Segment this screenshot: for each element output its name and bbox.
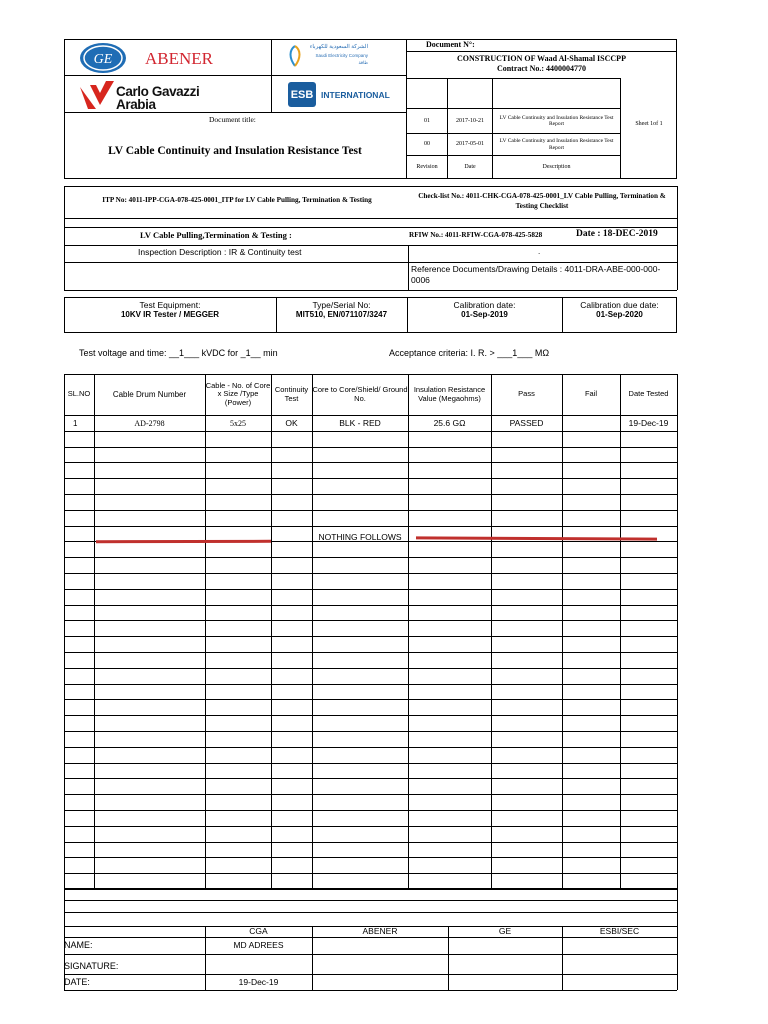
sec-logo-arabic: الشركة السعودية للكهرباء xyxy=(309,44,368,50)
table-row-line xyxy=(64,778,677,779)
table-row-line xyxy=(64,526,677,527)
rev-header-description: Description xyxy=(542,164,571,171)
calibration-label: Calibration date: xyxy=(453,300,516,310)
row-1-slno: 1 xyxy=(73,419,78,429)
equipment-value: 10KV IR Tester / MEGGER xyxy=(120,310,220,319)
sig-org-esbi-sec: ESBI/SEC xyxy=(599,925,640,936)
table-row-line xyxy=(64,652,677,653)
sec-logo-icon xyxy=(284,44,306,68)
table-row-line xyxy=(64,620,677,621)
band-right-border xyxy=(677,888,678,990)
strike-line-right xyxy=(416,536,657,540)
table-row-line xyxy=(64,510,677,511)
table-row-line xyxy=(64,857,677,858)
row-1-core: BLK - RED xyxy=(339,418,381,429)
serial-label: Type/Serial No: xyxy=(312,300,371,310)
itp-reference: ITP No: 4011-IPP-CGA-078-425-0001_ITP for LV Cable Pulling, Termination & Testing xyxy=(102,196,372,204)
sig-date-label: DATE: xyxy=(64,977,90,988)
document-title-label: Document title: xyxy=(209,115,256,124)
table-row-line xyxy=(64,810,677,811)
row-1-pass: PASSED xyxy=(509,418,544,429)
table-row-line xyxy=(64,715,677,716)
nothing-follows: NOTHING FOLLOWS xyxy=(318,532,402,543)
rev-header-revision: Revision xyxy=(416,164,438,171)
col-header-continuity: Continuity Test xyxy=(274,384,309,403)
table-column-line xyxy=(408,374,409,888)
sheet-number: Sheet 1of 1 xyxy=(635,120,663,127)
col-header-slno: SL.NO xyxy=(67,389,91,399)
inspection-description: Inspection Description : IR & Continuity test xyxy=(138,247,302,257)
esb-logo-text: INTERNATIONAL xyxy=(321,90,390,100)
row-1-continuity: OK xyxy=(285,418,298,429)
document-title: LV Cable Continuity and Insulation Resistance Test xyxy=(108,145,362,157)
table-column-line xyxy=(562,374,563,888)
table-row-line xyxy=(64,684,677,685)
cga-logo-line1: Carlo Gavazzi xyxy=(116,84,200,99)
calibration-due-label: Calibration due date: xyxy=(580,300,659,310)
cga-logo-mark xyxy=(80,81,114,110)
col-header-cable-drum: Cable Drum Number xyxy=(112,389,187,399)
sig-org-abener: ABENER xyxy=(362,925,398,936)
col-header-cable-size: Cable - No. of Core x Size /Type (Power) xyxy=(205,380,271,407)
ge-logo xyxy=(78,42,128,74)
contract-number: Contract No.: 4400004770 xyxy=(496,64,587,73)
table-column-line xyxy=(491,374,492,888)
sig-line xyxy=(64,954,677,955)
col-header-pass: Pass xyxy=(518,389,535,399)
calibration-value: 01-Sep-2019 xyxy=(461,310,508,319)
calibration-due-value: 01-Sep-2020 xyxy=(596,310,643,319)
acceptance-criteria: Acceptance criteria: I. R. > ___1___ MΩ xyxy=(389,348,550,358)
band-line xyxy=(64,888,677,889)
table-row-line xyxy=(64,747,677,748)
col-header-core: Core to Core/Shield/ Ground No. xyxy=(312,384,408,403)
table-column-line xyxy=(271,374,272,888)
reference-documents: Reference Documents/Drawing Details : 4011-DRA-ABE-000-000-0006 xyxy=(411,264,661,286)
table-row-line xyxy=(64,699,677,700)
row-1-date-tested: 19-Dec-19 xyxy=(628,418,669,429)
serial-value: MIT510, EN/071107/3247 xyxy=(295,310,388,319)
svg-text:GE: GE xyxy=(93,52,113,67)
table-row-line xyxy=(64,842,677,843)
strike-line-left xyxy=(96,540,271,543)
rev-1-number: 01 xyxy=(424,117,430,124)
rfiw-date: Date : 18-DEC-2019 xyxy=(576,229,658,239)
table-column-line xyxy=(620,374,621,888)
band-line xyxy=(64,900,677,901)
rev-0-description: LV Cable Continuity and Insulation Resistance Test Report xyxy=(499,138,614,151)
esb-logo-mark: ESB xyxy=(288,82,316,107)
table-row-line xyxy=(64,826,677,827)
sig-name-label: NAME: xyxy=(64,940,93,951)
table-row-line xyxy=(64,478,677,479)
table-column-line xyxy=(312,374,313,888)
document-number-label: Document N°: xyxy=(426,40,475,49)
row-1-cable-size: 5x25 xyxy=(230,419,246,429)
row-1-fail xyxy=(562,416,620,432)
sec-logo-english: Saudi Electricity Company xyxy=(315,53,368,58)
table-row-line xyxy=(64,668,677,669)
sig-name-value: MD ADREES xyxy=(233,939,284,950)
table-row-line xyxy=(64,447,677,448)
sig-org-cga: CGA xyxy=(249,925,268,936)
table-row-line xyxy=(64,589,677,590)
table-row-line xyxy=(64,794,677,795)
test-voltage-time: Test voltage and time: __1___ kVDC for _1__ min xyxy=(79,348,278,358)
table-row-line xyxy=(64,557,677,558)
table-row-line xyxy=(64,873,677,874)
sec-logo-arabic-2: طاقة xyxy=(358,60,368,65)
checklist-reference: Check-list No.: 4011-CHK-CGA-078-425-0001_LV Cable Pulling, Termination & Testing Checklist xyxy=(418,192,666,210)
band-line xyxy=(64,912,677,913)
abener-logo-text: ABENER xyxy=(145,49,213,68)
table-column-line xyxy=(205,374,206,888)
table-row-line xyxy=(64,763,677,764)
row-1-ir-value: 25.6 GΩ xyxy=(433,418,466,429)
col-header-date-tested: Date Tested xyxy=(628,389,669,399)
rev-0-number: 00 xyxy=(424,141,430,148)
col-header-fail: Fail xyxy=(584,389,598,399)
rev-0-date: 2017-05-01 xyxy=(456,141,484,148)
row-1-cable-drum: AD-2798 xyxy=(134,419,165,429)
table-row-line xyxy=(64,636,677,637)
sig-org-ge: GE xyxy=(498,925,512,936)
table-column-line xyxy=(94,374,95,888)
table-left-border xyxy=(64,374,65,888)
rev-1-date: 2017-10-21 xyxy=(456,117,484,124)
table-row-line xyxy=(64,605,677,606)
table-right-border xyxy=(677,374,678,888)
inspection-dot: . xyxy=(538,247,541,256)
activity-title: LV Cable Pulling,Termination & Testing : xyxy=(140,230,292,240)
rev-header-date: Date xyxy=(464,164,476,171)
construction-title: CONSTRUCTION OF Waad Al-Shamal ISCCPP xyxy=(457,54,626,63)
rfiw-number: RFIW No.: 4011-RFIW-CGA-078-425-5828 xyxy=(409,231,543,239)
table-row-line xyxy=(64,573,677,574)
table-row-line xyxy=(64,462,677,463)
sig-signature-label: SIGNATURE: xyxy=(64,961,119,972)
rev-1-description: LV Cable Continuity and Insulation Resistance Test Report xyxy=(499,114,614,127)
table-row-line xyxy=(64,731,677,732)
equipment-label: Test Equipment: xyxy=(139,300,201,310)
cga-logo-line2: Arabia xyxy=(116,97,156,112)
sig-date-value: 19-Dec-19 xyxy=(238,976,279,987)
col-header-ir-value: Insulation Resistance Value (Megaohms) xyxy=(413,384,486,403)
table-row-line xyxy=(64,889,677,890)
table-row-line xyxy=(64,494,677,495)
